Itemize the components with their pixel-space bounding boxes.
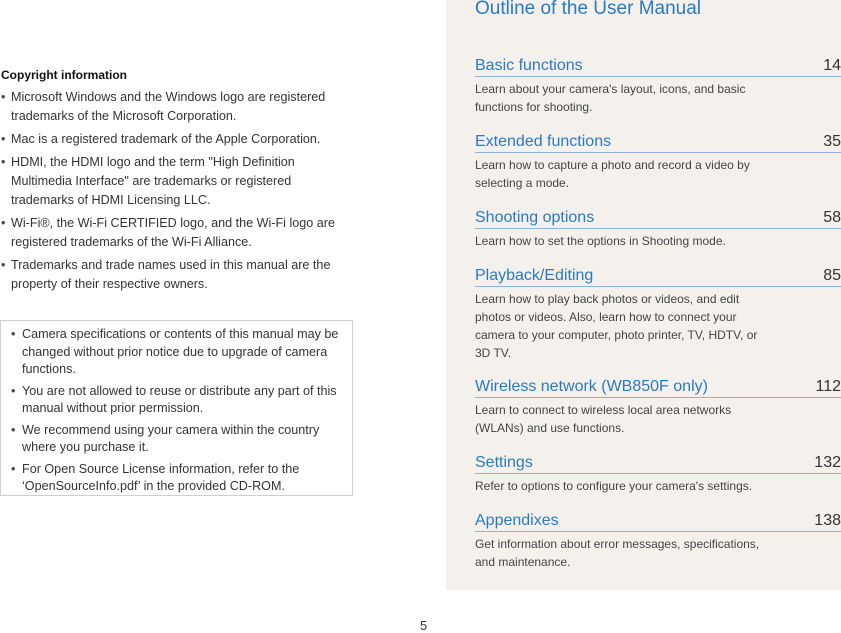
section-header: [475, 378, 841, 398]
section-header: [475, 57, 841, 77]
section-desc: Refer to options to configure your camera's settings.: [475, 479, 753, 493]
copyright-item: • Microsoft Windows and the Windows logo are registered trademarks of the Microsoft Corporation.: [0, 88, 352, 126]
outline-section-playback[interactable]: [475, 267, 841, 362]
outline-panel: [446, 0, 841, 590]
section-page: 85: [823, 267, 841, 284]
section-header: [475, 454, 841, 474]
section-header: [475, 512, 841, 532]
section-name: Shooting options: [475, 209, 595, 226]
notice-item: • You are not allowed to reuse or distribute any part of this manual without prior permission.: [10, 383, 348, 418]
outline-section-basic[interactable]: [475, 57, 841, 116]
section-name: Extended functions: [475, 133, 612, 150]
section-desc: Learn how to play back photos or videos, and edit photos or videos. Also, learn how to connect your camera to your computer, photo printer, TV, HDTV, or 3D TV.: [475, 292, 758, 360]
notice-box: [0, 320, 353, 496]
notice-list: [1, 321, 352, 496]
section-name: Wireless network (WB850F only): [475, 378, 708, 395]
copyright-list: [0, 88, 352, 298]
section-header: [475, 267, 841, 287]
section-header: [475, 133, 841, 153]
section-page: 14: [823, 57, 841, 74]
copyright-item: • Trademarks and trade names used in this manual are the property of their respective owners.: [0, 256, 352, 294]
section-name: Playback/Editing: [475, 267, 594, 284]
section-page: 58: [823, 209, 841, 226]
section-header: [475, 209, 841, 229]
section-page: 35: [823, 133, 841, 150]
section-page: 132: [814, 454, 841, 471]
outline-section-shooting[interactable]: [475, 209, 841, 250]
section-desc: Learn how to capture a photo and record a video by selecting a mode.: [475, 158, 750, 190]
notice-item: • For Open Source License information, refer to the ‘OpenSourceInfo.pdf’ in the provided CD-ROM.: [10, 461, 348, 496]
copyright-item: • HDMI, the HDMI logo and the term "High Definition Multimedia Interface" are trademarks or registered trademarks of HDMI Licensing LLC.: [0, 153, 352, 210]
notice-item: • Camera specifications or contents of this manual may be changed without prior notice due to upgrade of camera functions.: [10, 326, 348, 379]
outline-section-settings[interactable]: [475, 454, 841, 495]
section-desc: Get information about error messages, specifications, and maintenance.: [475, 537, 760, 569]
outline-title: Outline of the User Manual: [475, 0, 702, 19]
section-desc: Learn how to set the options in Shooting mode.: [475, 234, 726, 248]
outline-section-wireless[interactable]: [475, 378, 841, 437]
section-name: Basic functions: [475, 57, 583, 74]
section-desc: Learn to connect to wireless local area networks (WLANs) and use functions.: [475, 403, 732, 435]
notice-item: • We recommend using your camera within the country where you purchase it.: [10, 422, 348, 457]
copyright-item: • Wi-Fi®, the Wi-Fi CERTIFIED logo, and the Wi-Fi logo are registered trademarks of the Wi-Fi Alliance.: [0, 214, 352, 252]
section-name: Settings: [475, 454, 533, 471]
section-name: Appendixes: [475, 512, 559, 529]
page-number: 5: [420, 618, 428, 633]
section-page: 138: [814, 512, 841, 529]
section-desc: Learn about your camera's layout, icons, and basic functions for shooting.: [475, 82, 746, 114]
copyright-title: Copyright information: [1, 68, 127, 82]
copyright-item: • Mac is a registered trademark of the Apple Corporation.: [0, 130, 352, 149]
outline-section-appendixes[interactable]: [475, 512, 841, 571]
outline-section-extended[interactable]: [475, 133, 841, 192]
section-page: 112: [815, 378, 841, 395]
